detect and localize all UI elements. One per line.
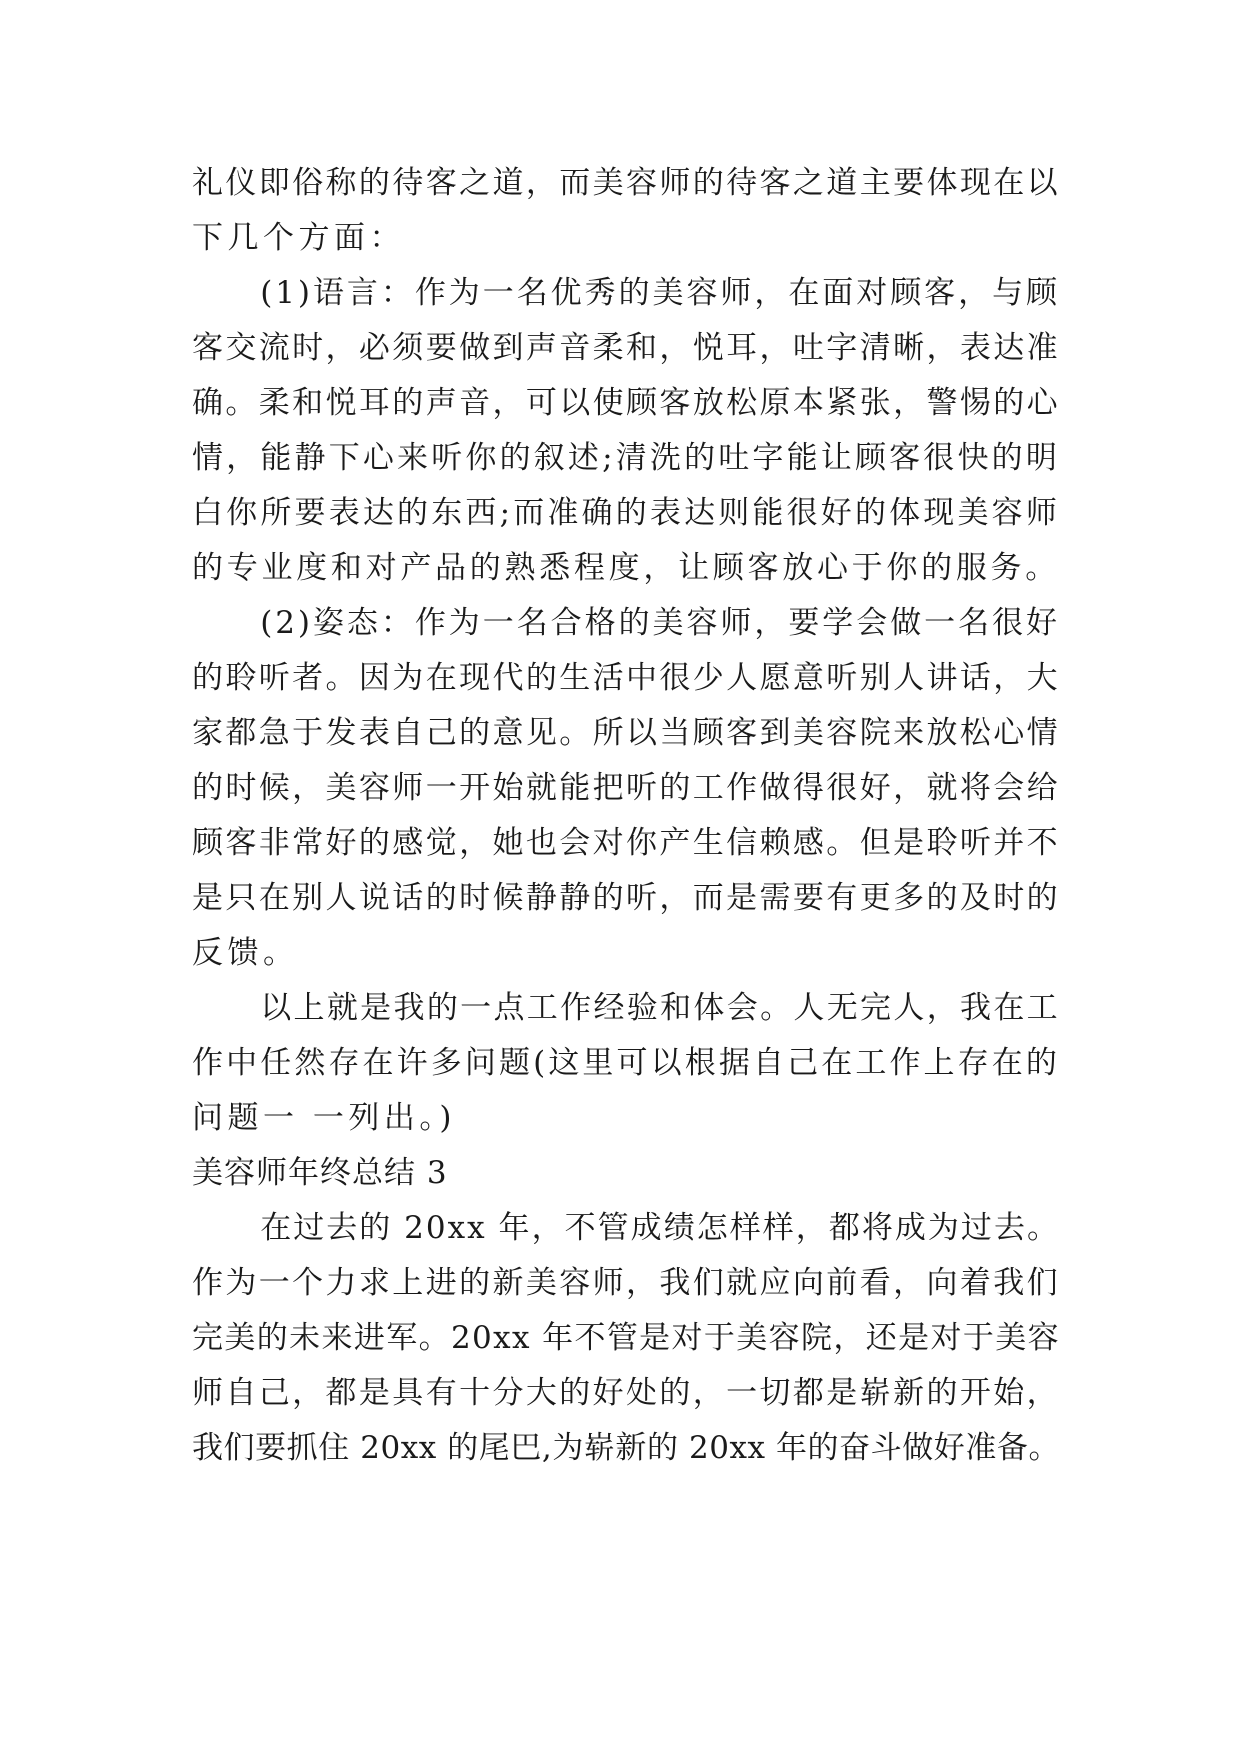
text-line: 礼仪即俗称的待客之道，而美容师的待客之道主要体现在以 (192, 165, 1060, 201)
text-line: 的时候，美容师一开始就能把听的工作做得很好，就将会给 (192, 770, 1060, 806)
text-line: (1)语言：作为一名优秀的美容师，在面对顾客，与顾 (260, 275, 1060, 311)
text-line: 在过去的 20xx 年，不管成绩怎样样，都将成为过去。 (260, 1210, 1060, 1246)
text-line: 完美的未来进军。20xx 年不管是对于美容院，还是对于美容 (192, 1320, 1060, 1356)
text-line: 作为一个力求上进的新美容师，我们就应向前看，向着我们 (192, 1265, 1060, 1301)
text-line: 以上就是我的一点工作经验和体会。人无完人，我在工 (260, 990, 1060, 1026)
text-line: 确。柔和悦耳的声音，可以使顾客放松原本紧张，警惕的心 (192, 385, 1060, 421)
text-line: 我们要抓住 20xx 的尾巴,为崭新的 20xx 年的奋斗做好准备。 (192, 1430, 1060, 1466)
text-line: 客交流时，必须要做到声音柔和，悦耳，吐字清晰，表达准 (192, 330, 1060, 366)
text-line: 问题一 一列出。) (192, 1100, 456, 1136)
text-line: 反馈。 (192, 935, 299, 971)
text-line: 的专业度和对产品的熟悉程度，让顾客放心于你的服务。 (192, 550, 1060, 586)
text-line: 白你所要表达的东西;而准确的表达则能很好的体现美容师 (192, 495, 1060, 531)
text-line: 师自己，都是具有十分大的好处的，一切都是崭新的开始， (192, 1375, 1060, 1411)
text-line: 顾客非常好的感觉，她也会对你产生信赖感。但是聆听并不 (192, 825, 1060, 861)
text-line: 家都急于发表自己的意见。所以当顾客到美容院来放松心情 (192, 715, 1060, 751)
text-line: 情，能静下心来听你的叙述;清洗的吐字能让顾客很快的明 (192, 440, 1060, 476)
text-line: 的聆听者。因为在现代的生活中很少人愿意听别人讲话，大 (192, 660, 1060, 696)
text-line: (2)姿态：作为一名合格的美容师，要学会做一名很好 (260, 605, 1060, 641)
section-heading: 美容师年终总结 3 (192, 1155, 448, 1191)
text-line: 作中任然存在许多问题(这里可以根据自己在工作上存在的 (192, 1045, 1060, 1081)
text-line: 下几个方面： (192, 220, 405, 256)
text-line: 是只在别人说话的时候静静的听，而是需要有更多的及时的 (192, 880, 1060, 916)
document-body (192, 156, 1060, 1476)
